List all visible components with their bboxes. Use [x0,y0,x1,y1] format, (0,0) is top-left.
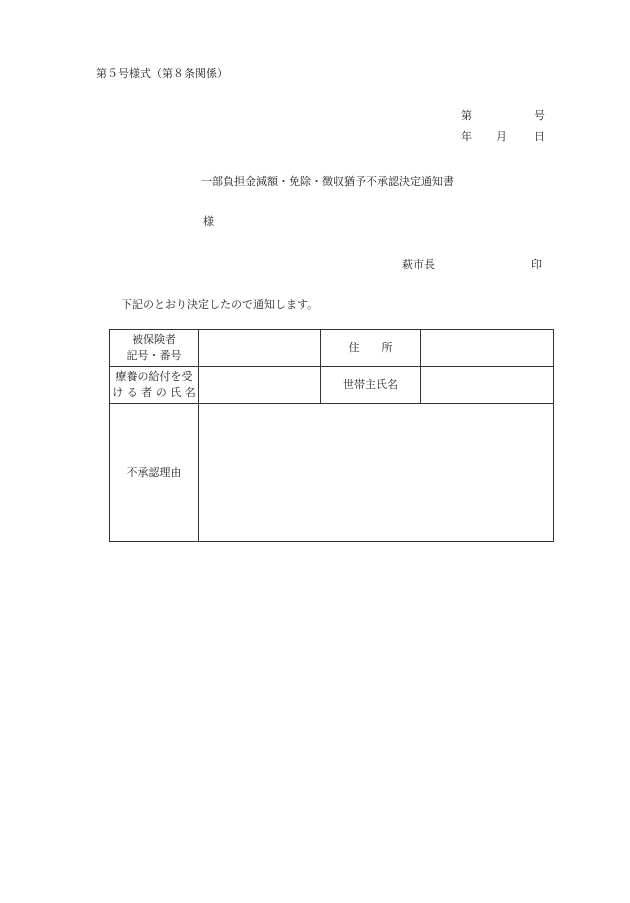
date-day-label: 日 [534,130,545,143]
seal-mark: 印 [531,258,542,271]
recipient-label-line1: 療養の給付を受 [115,370,193,384]
document-number-label: 第 [461,109,472,122]
householder-value-cell [421,367,554,404]
householder-label-cell [321,367,421,404]
insured-label-line2: 記号・番号 [126,349,182,362]
table-row-recipient [110,367,554,404]
recipient-label-line2: け る 者 の 氏 名 [112,386,196,399]
address-value-cell [421,330,554,367]
insured-number-value-cell [199,330,321,367]
reason-label: 不承認理由 [126,465,182,479]
address-label: 住 所 [348,341,393,355]
notice-body-text: 下記のとおり決定したので通知します。 [121,298,319,311]
insured-number-label-cell [110,330,199,367]
form-number: 第５号様式（第８条関係） [96,67,228,80]
date-year-label: 年 [461,130,472,143]
recipient-name-label-cell [110,367,199,404]
issuer-name: 萩市長 [402,258,435,271]
reason-value-cell [199,404,554,542]
document-number-suffix: 号 [534,109,545,122]
recipient-name-value-cell [199,367,321,404]
recipient-salutation: 様 [203,215,214,228]
date-month-label: 月 [496,130,507,143]
householder-label: 世帯主氏名 [343,378,398,392]
document-title: 一部負担金減額・免除・徴収猶予不承認決定通知書 [201,175,454,188]
table-row-insured [110,330,554,367]
insured-label-line1: 被保険者 [132,333,176,347]
reason-label-cell [110,404,199,542]
notice-info-table [109,329,554,542]
address-label-cell [321,330,421,367]
table-row-reason [110,404,554,542]
